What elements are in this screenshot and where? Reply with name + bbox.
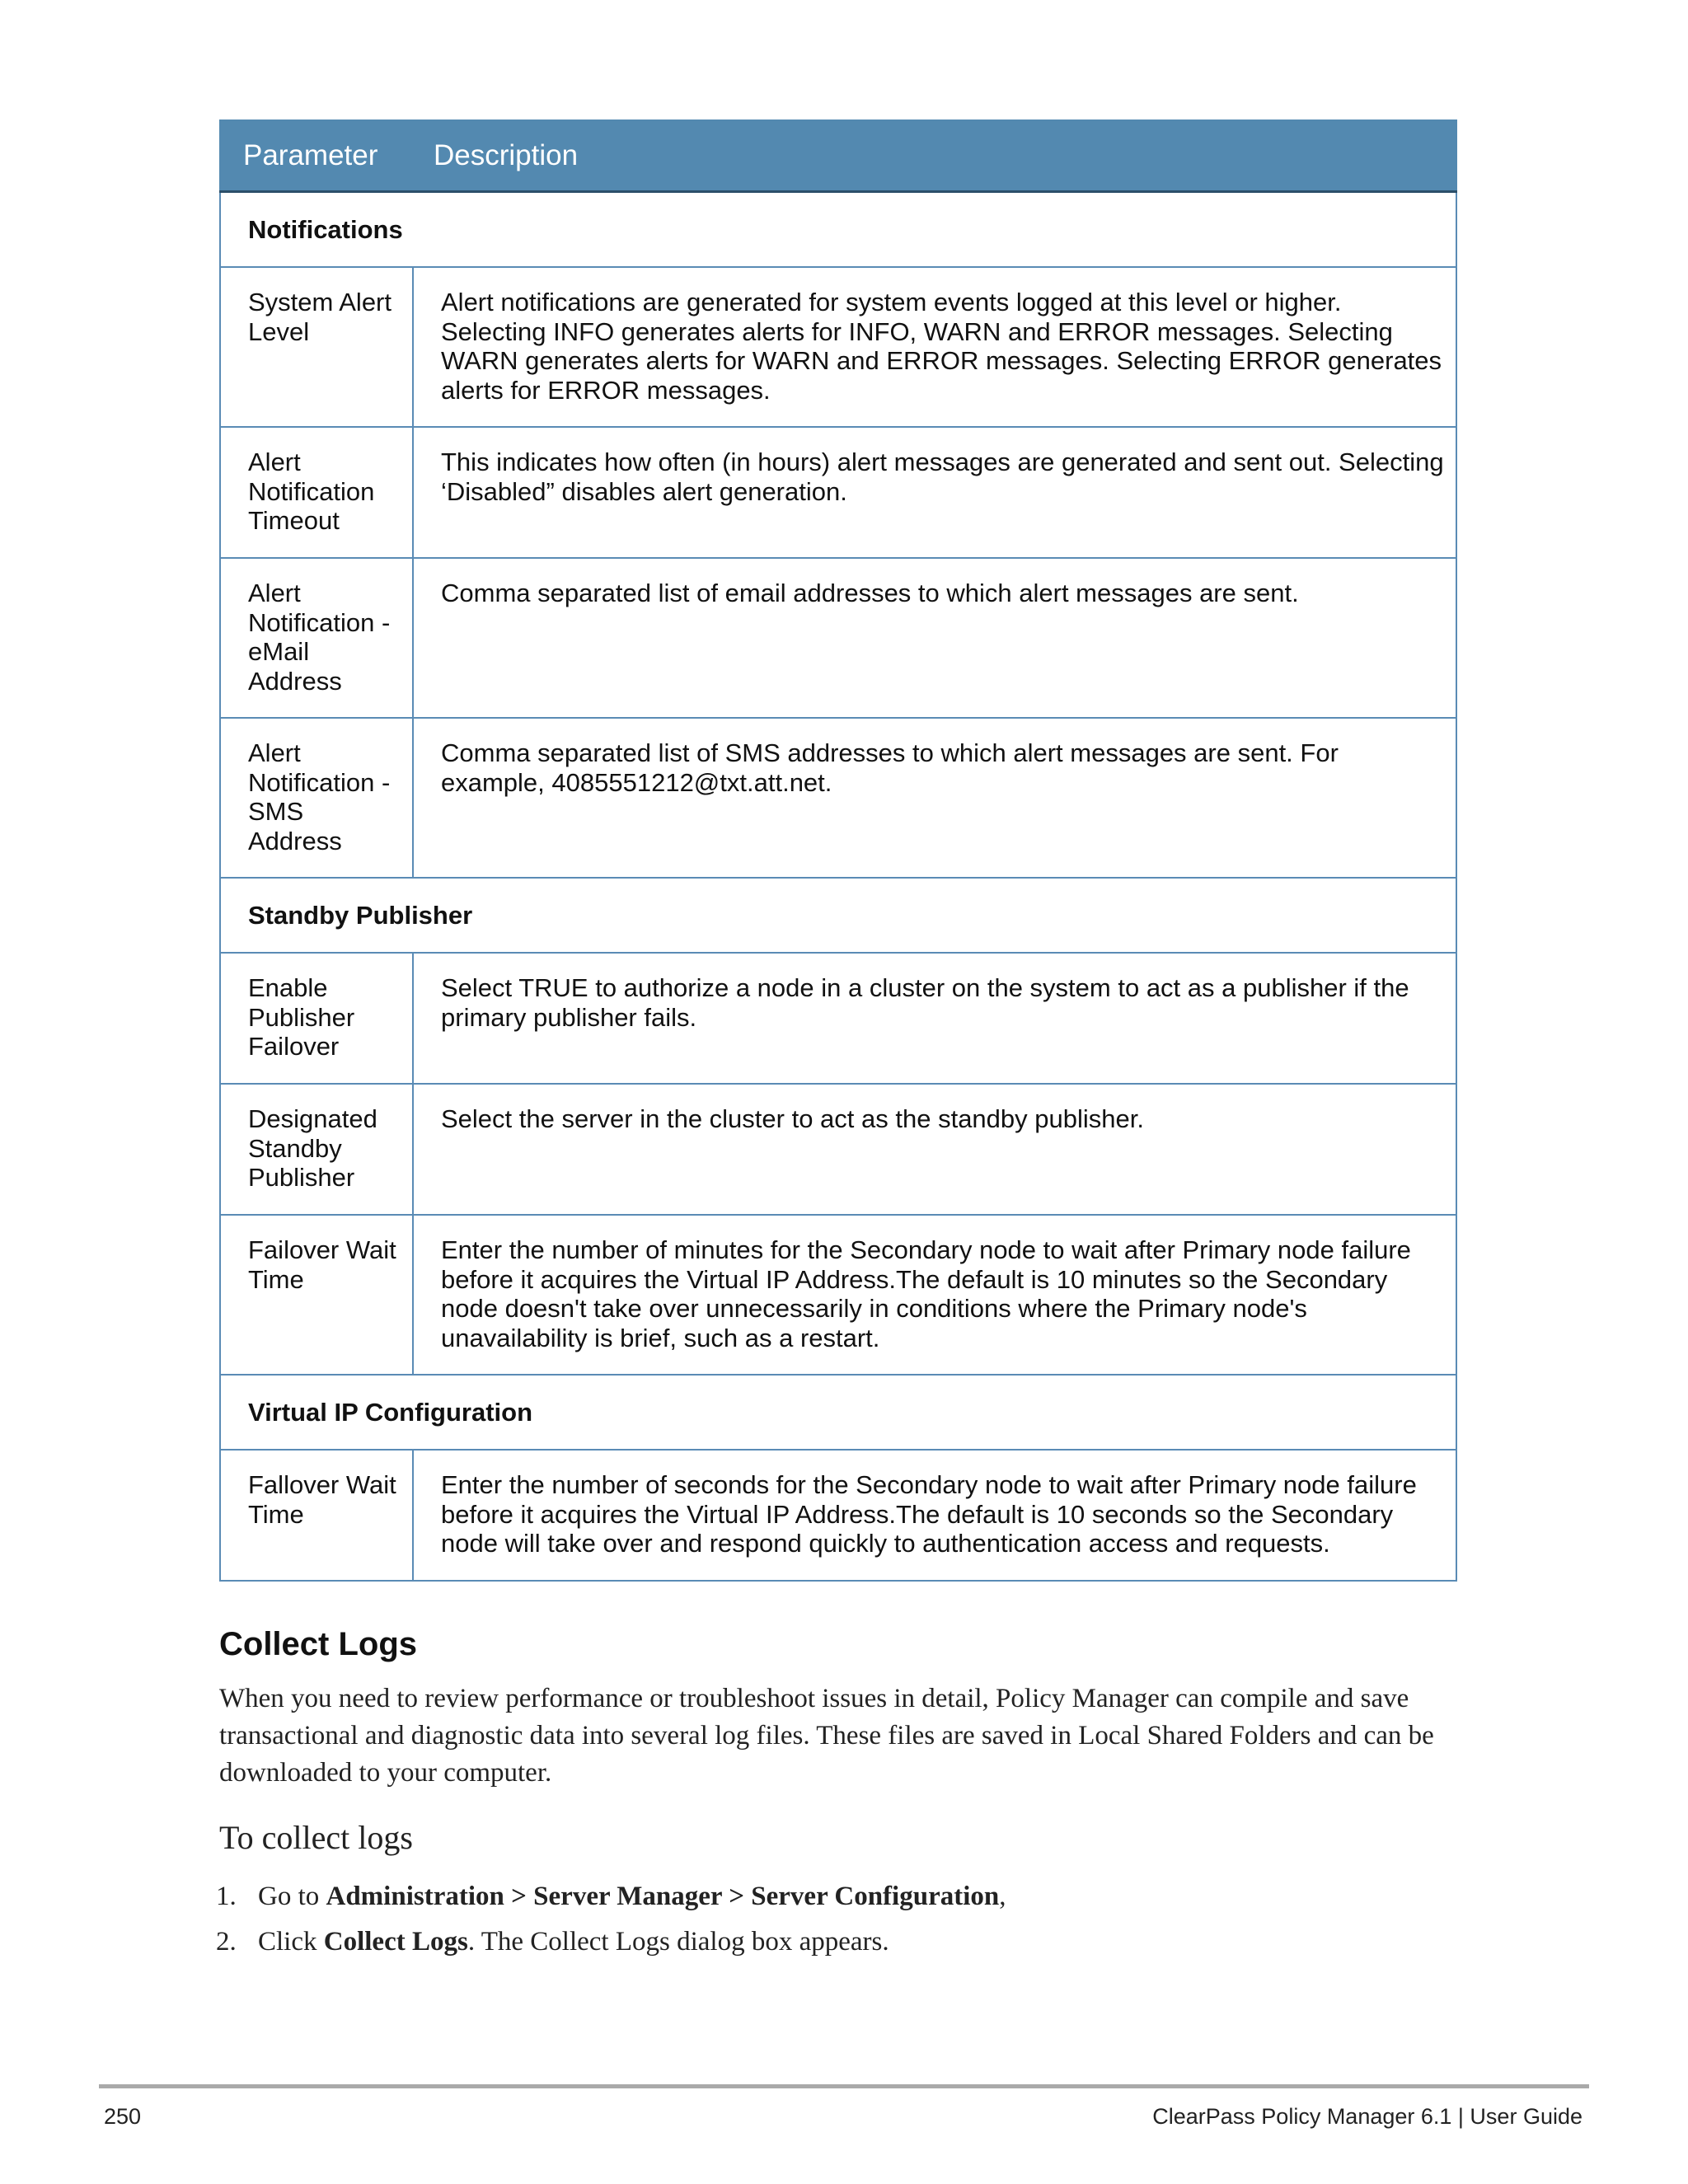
table-row bbox=[220, 558, 1456, 718]
step-text: , bbox=[999, 1882, 1006, 1911]
table-row bbox=[220, 1215, 1456, 1375]
step-item bbox=[216, 1880, 1006, 1925]
step-text: . The Collect Logs dialog box appears. bbox=[467, 1927, 889, 1957]
section-label: Standby Publisher bbox=[220, 878, 1456, 953]
collect-logs-paragraph: When you need to review performance or troubleshoot issues in detail, Policy Manager can compile and save transactional and diagnostic data into several log files. These files are saved in Local Shared Folders and can be downloaded to your computer. bbox=[219, 1684, 1434, 1788]
param-description: This indicates how often (in hours) alert messages are generated and sent out. Selecting ‘Disabled” disables alert generation. bbox=[413, 427, 1456, 558]
table-row bbox=[220, 427, 1456, 558]
table-row bbox=[220, 718, 1456, 878]
param-description: Select TRUE to authorize a node in a cluster on the system to act as a publisher if the primary publisher fails. bbox=[413, 953, 1456, 1084]
step-text: Go to bbox=[258, 1882, 326, 1911]
table-row bbox=[220, 267, 1456, 427]
menu-path-administration: Administration bbox=[326, 1882, 504, 1911]
param-description: Enter the number of minutes for the Secondary node to wait after Primary node failure before it acquires the Virtual IP Address.The default is 10 minutes so the Secondary node doesn't take over unnecessarily in conditions where the Primary node's unavailability is brief, such as a restart. bbox=[413, 1215, 1456, 1375]
menu-path-server-configuration: Server Configuration bbox=[751, 1882, 1000, 1911]
param-description: Select the server in the cluster to act as the standby publisher. bbox=[413, 1084, 1456, 1215]
section-row-standby-publisher bbox=[220, 878, 1456, 953]
param-description: Comma separated list of email addresses to which alert messages are sent. bbox=[413, 558, 1456, 718]
param-name: Failover Wait Time bbox=[220, 1215, 413, 1375]
table-row bbox=[220, 1084, 1456, 1215]
collect-logs-heading: Collect Logs bbox=[219, 1626, 418, 1662]
path-separator: > bbox=[721, 1882, 752, 1911]
param-name: Fallover Wait Time bbox=[220, 1450, 413, 1581]
param-name: Alert Notification - SMS Address bbox=[220, 718, 413, 878]
step-item bbox=[216, 1925, 1006, 1971]
param-name: Enable Publisher Failover bbox=[220, 953, 413, 1084]
footer-guide-title: ClearPass Policy Manager 6.1 | User Guide bbox=[1152, 2104, 1582, 2129]
step-number: 2. bbox=[216, 1927, 237, 1957]
procedure-steps bbox=[216, 1880, 1006, 1971]
section-row-notifications bbox=[220, 192, 1456, 268]
footer-divider bbox=[99, 2084, 1589, 2088]
param-name: Designated Standby Publisher bbox=[220, 1084, 413, 1215]
menu-path-server-manager: Server Manager bbox=[533, 1882, 722, 1911]
step-number: 1. bbox=[216, 1882, 237, 1911]
page-number: 250 bbox=[104, 2104, 142, 2129]
param-description: Comma separated list of SMS addresses to which alert messages are sent. For example, 4085551212@txt.att.net. bbox=[413, 718, 1456, 878]
column-header-parameter: Parameter bbox=[220, 120, 413, 192]
section-label: Notifications bbox=[220, 192, 1456, 268]
procedure-heading: To collect logs bbox=[219, 1819, 413, 1856]
column-header-description: Description bbox=[413, 120, 1456, 192]
table-header-row bbox=[220, 120, 1456, 192]
table-row bbox=[220, 1450, 1456, 1581]
param-description: Enter the number of seconds for the Secondary node to wait after Primary node failure before it acquires the Virtual IP Address.The default is 10 seconds so the Secondary node will take over and respond quickly to authentication access and requests. bbox=[413, 1450, 1456, 1581]
section-row-virtual-ip-configuration bbox=[220, 1375, 1456, 1450]
path-separator: > bbox=[504, 1882, 534, 1911]
param-name: Alert Notification Timeout bbox=[220, 427, 413, 558]
table-row bbox=[220, 953, 1456, 1084]
step-text: Click bbox=[258, 1927, 324, 1957]
param-name: Alert Notification - eMail Address bbox=[220, 558, 413, 718]
param-description: Alert notifications are generated for system events logged at this level or higher. Selecting INFO generates alerts for INFO, WARN and ERROR messages. Selecting WARN generates alerts for WARN and ERROR messages. Selecting ERROR generates alerts for ERROR messages. bbox=[413, 267, 1456, 427]
parameter-table bbox=[219, 120, 1457, 1582]
param-name: System Alert Level bbox=[220, 267, 413, 427]
collect-logs-label: Collect Logs bbox=[323, 1927, 468, 1957]
section-label: Virtual IP Configuration bbox=[220, 1375, 1456, 1450]
